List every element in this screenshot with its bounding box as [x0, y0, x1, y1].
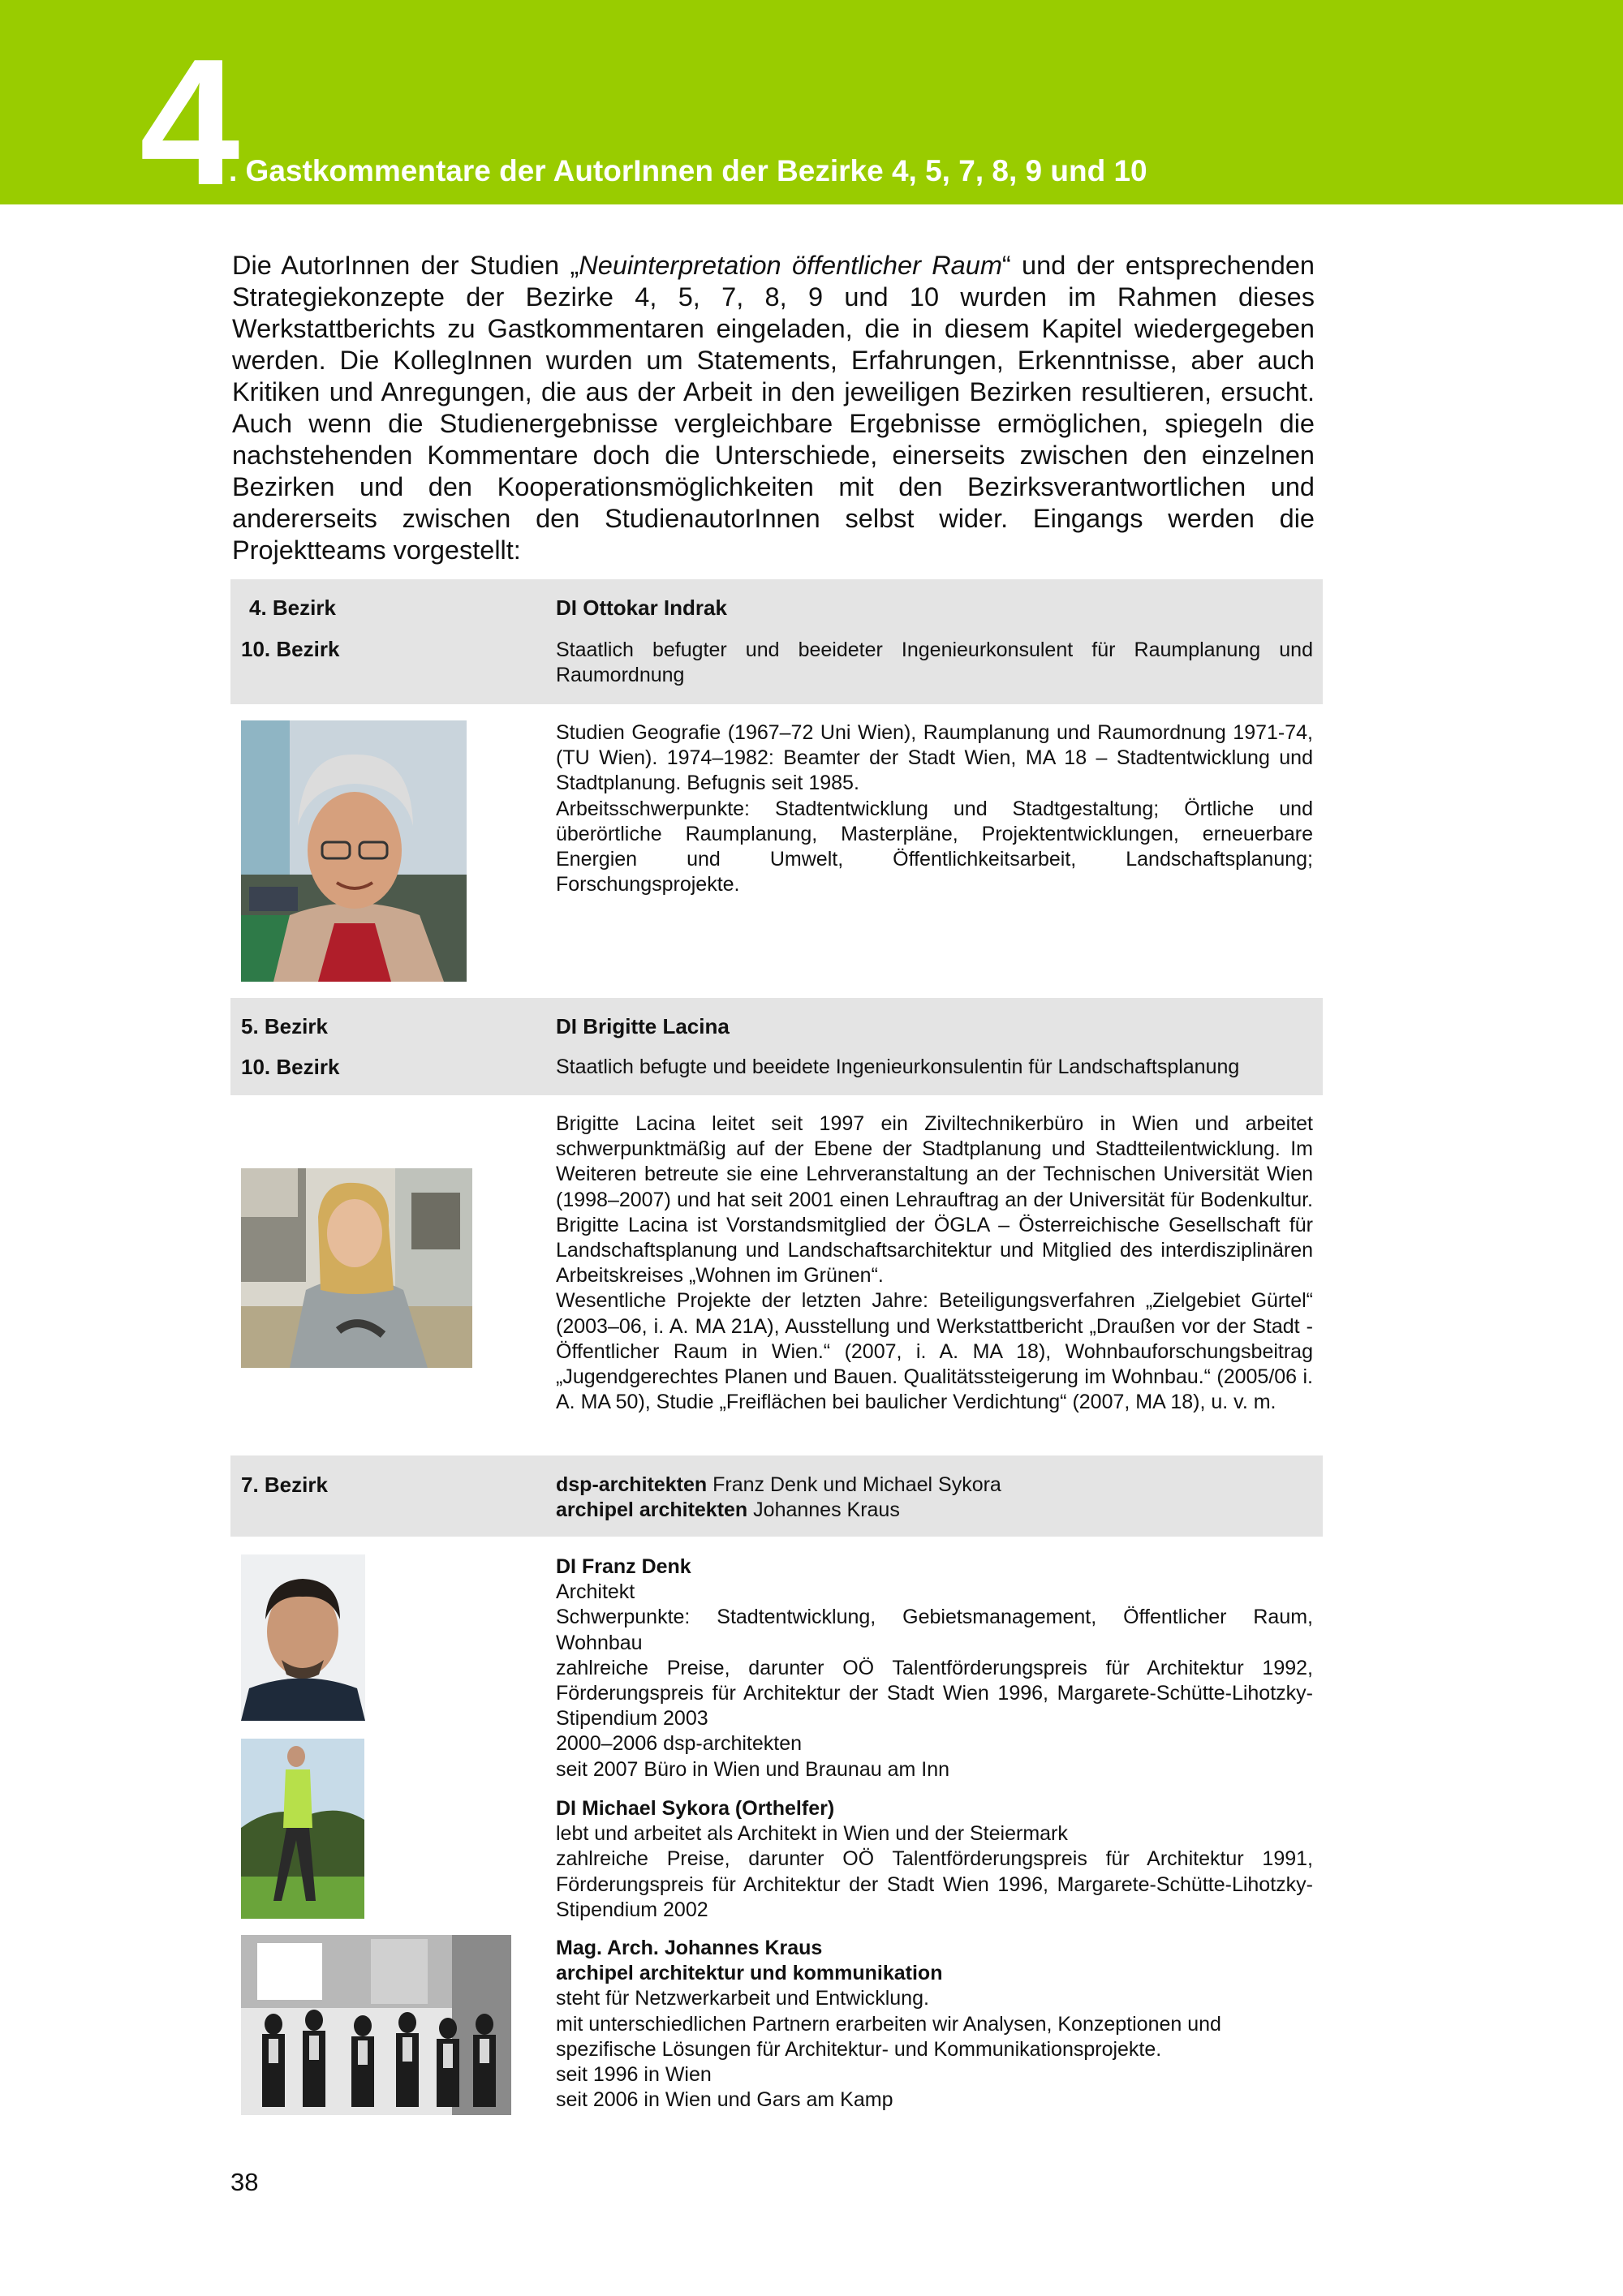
firm-name: archipel architektur und kommunikation: [556, 1962, 943, 1985]
author-name: DI Brigitte Lacina: [556, 1014, 730, 1038]
bio-line: zahlreiche Preise, darunter OÖ Talentförderungspreis für Architektur 1991, Förderungspreis für Architektur der Stadt Wien 1996, Margarete-Schütte-Lihotzky-Stipendium 2002: [556, 1847, 1313, 1921]
firm-name: dsp-architekten: [556, 1473, 708, 1496]
photo-archipel-team: [241, 1935, 511, 2115]
author-name: DI Michael Sykora (Orthelfer): [556, 1797, 835, 1820]
firm-line: [556, 1498, 900, 1523]
author-bio: [556, 1111, 1313, 1415]
firm-members: Franz Denk und Michael Sykora: [707, 1473, 1001, 1496]
portrait-lacina: [241, 1168, 472, 1368]
bio-line: lebt und arbeitet als Architekt in Wien und der Steiermark: [556, 1822, 1068, 1846]
intro-text-start: Die AutorInnen der Studien „: [232, 251, 579, 280]
bio-line: mit unterschiedlichen Partnern erarbeiten wir Analysen, Konzeptionen und spezifische Lösungen für Architektur- und Kommunikationsprojekte.: [556, 2012, 1221, 2061]
firm-line: [556, 1473, 1001, 1498]
author-bio: [556, 720, 1313, 897]
bio-line: seit 1996 in Wien: [556, 2063, 712, 2087]
page-number: 38: [230, 2168, 259, 2196]
chapter-header: [0, 0, 1623, 223]
bio-line: Schwerpunkte: Stadtentwicklung, Gebietsmanagement, Öffentlicher Raum, Wohnbau: [556, 1606, 1313, 1654]
author-bio-kraus: [556, 1936, 1313, 2113]
author-title: Staatlich befugte und beeidete Ingenieurkonsulentin für Landschaftsplanung: [556, 1056, 1240, 1078]
district-label: 7. Bezirk: [241, 1473, 328, 1497]
firm-name: archipel architekten: [556, 1498, 748, 1521]
bio-paragraph: Studien Geografie (1967–72 Uni Wien), Raumplanung und Raumordnung 1971-74, (TU Wien). 1974–1982: Beamter der Stadt Wien, MA 18 – Stadtentwicklung und Stadtplanung. Befugnis seit 1985.: [556, 721, 1313, 795]
author-title: Staatlich befugter und beeideter Ingenieurkonsulent für Raumplanung und Raumordnung: [556, 638, 1313, 687]
author-name: DI Ottokar Indrak: [556, 595, 727, 620]
bio-paragraph: Brigitte Lacina leitet seit 1997 ein Ziviltechnikerbüro in Wien und arbeitet schwerpunktmäßig auf der Ebene der Stadtplanung und Stadtteilentwicklung. Im Weiteren betreute sie eine Lehrveranstaltung an der Technischen Universität Wien (1998–2007) und hat seit 2001 einen Lehrauftrag an der Universität für Bodenkultur. Brigitte Lacina ist Vorstandsmitglied der ÖGLA – Österreichische Gesellschaft für Landschaftsplanung und Landschaftsarchitektur und Mitglied des interdisziplinären Arbeitskreises „Wohnen im Grünen“.: [556, 1112, 1313, 1288]
intro-text-rest: “ und der entsprechenden Strategiekonzepte der Bezirke 4, 5, 7, 8, 9 und 10 wurden im Rahmen dieses Werkstattberichts zu Gastkommentaren eingeladen, die in diesem Kapitel wiedergegeben werden. Die KollegInnen wurden um Statements, Erfahrungen, Erkenntnisse, aber auch Kritiken und Anregungen, die aus der Arbeit in den jeweiligen Bezirken resultieren, ersucht. Auch wenn die Studienergebnisse vergleichbare Ergebnisse ermöglichen, spiegeln die nachstehenden Kommentare doch die Unterschiede, einerseits zwischen den einzelnen Bezirken und den Kooperationsmöglichkeiten mit den Bezirksverantwortlichen und andererseits zwischen den StudienautorInnen selbst wider. Eingangs werden die Projektteams vorgestellt:: [232, 251, 1315, 565]
portrait-sykora: [241, 1739, 364, 1919]
bio-line: seit 2007 Büro in Wien und Braunau am Inn: [556, 1757, 950, 1781]
firm-members: Johannes Kraus: [747, 1498, 900, 1521]
portrait-denk: [241, 1554, 365, 1721]
district-label: 5. Bezirk: [241, 1014, 328, 1038]
author-name: Mag. Arch. Johannes Kraus: [556, 1937, 823, 1959]
portrait-indrak: [241, 720, 467, 982]
bio-line: zahlreiche Preise, darunter OÖ Talentförderungspreis für Architektur 1992, Förderungspreis für Architektur der Stadt Wien 1996, Margarete-Schütte-Lihotzky-Stipendium 2003: [556, 1656, 1313, 1731]
district-label: 10. Bezirk: [241, 637, 340, 661]
intro-paragraph: [232, 250, 1315, 566]
bio-line: steht für Netzwerkarbeit und Entwicklung.: [556, 1987, 929, 2010]
district-label: 4. Bezirk: [249, 595, 336, 620]
district-label: 10. Bezirk: [241, 1055, 340, 1079]
team-lacina-header: [230, 998, 1323, 1095]
author-name: DI Franz Denk: [556, 1555, 691, 1578]
bio-line: Architekt: [556, 1580, 635, 1604]
bio-line: seit 2006 in Wien und Gars am Kamp: [556, 2088, 893, 2112]
author-bio-denk: [556, 1554, 1313, 1782]
bio-paragraph: Arbeitsschwerpunkte: Stadtentwicklung und Stadtgestaltung; Örtliche und überörtliche Raumplanung, Masterpläne, Projektentwicklungen, erneuerbare Energien und Umwelt, Öffentlichkeitsarbeit, Landschaftsplanung; Forschungsprojekte.: [556, 797, 1313, 896]
bio-paragraph: Wesentliche Projekte der letzten Jahre: Beteiligungsverfahren „Zielgebiet Gürtel“ (2003–06, i. A. MA 21A), Ausstellung und Werkstattbericht „Draußen vor der Stadt - Öffentlicher Raum in Wien.“ (2007, i. A. MA 18), Wohnbauforschungsbeitrag „Jugendgerechtes Planen und Bauen. Qualitätssteigerung im Wohnbau.“ (2005/06 i. A. MA 50), Studie „Freiflächen bei baulicher Verdichtung“ (2007, MA 18), u. v. m.: [556, 1289, 1313, 1414]
chapter-title: . Gastkommentare der AutorInnen der Bezirke 4, 5, 7, 8, 9 und 10: [229, 154, 1147, 187]
chapter-number: 4: [140, 22, 237, 223]
intro-study-title: Neuinterpretation öffentlicher Raum: [579, 251, 1002, 280]
author-bio-sykora: [556, 1796, 1313, 1923]
bio-line: 2000–2006 dsp-architekten: [556, 1732, 803, 1756]
